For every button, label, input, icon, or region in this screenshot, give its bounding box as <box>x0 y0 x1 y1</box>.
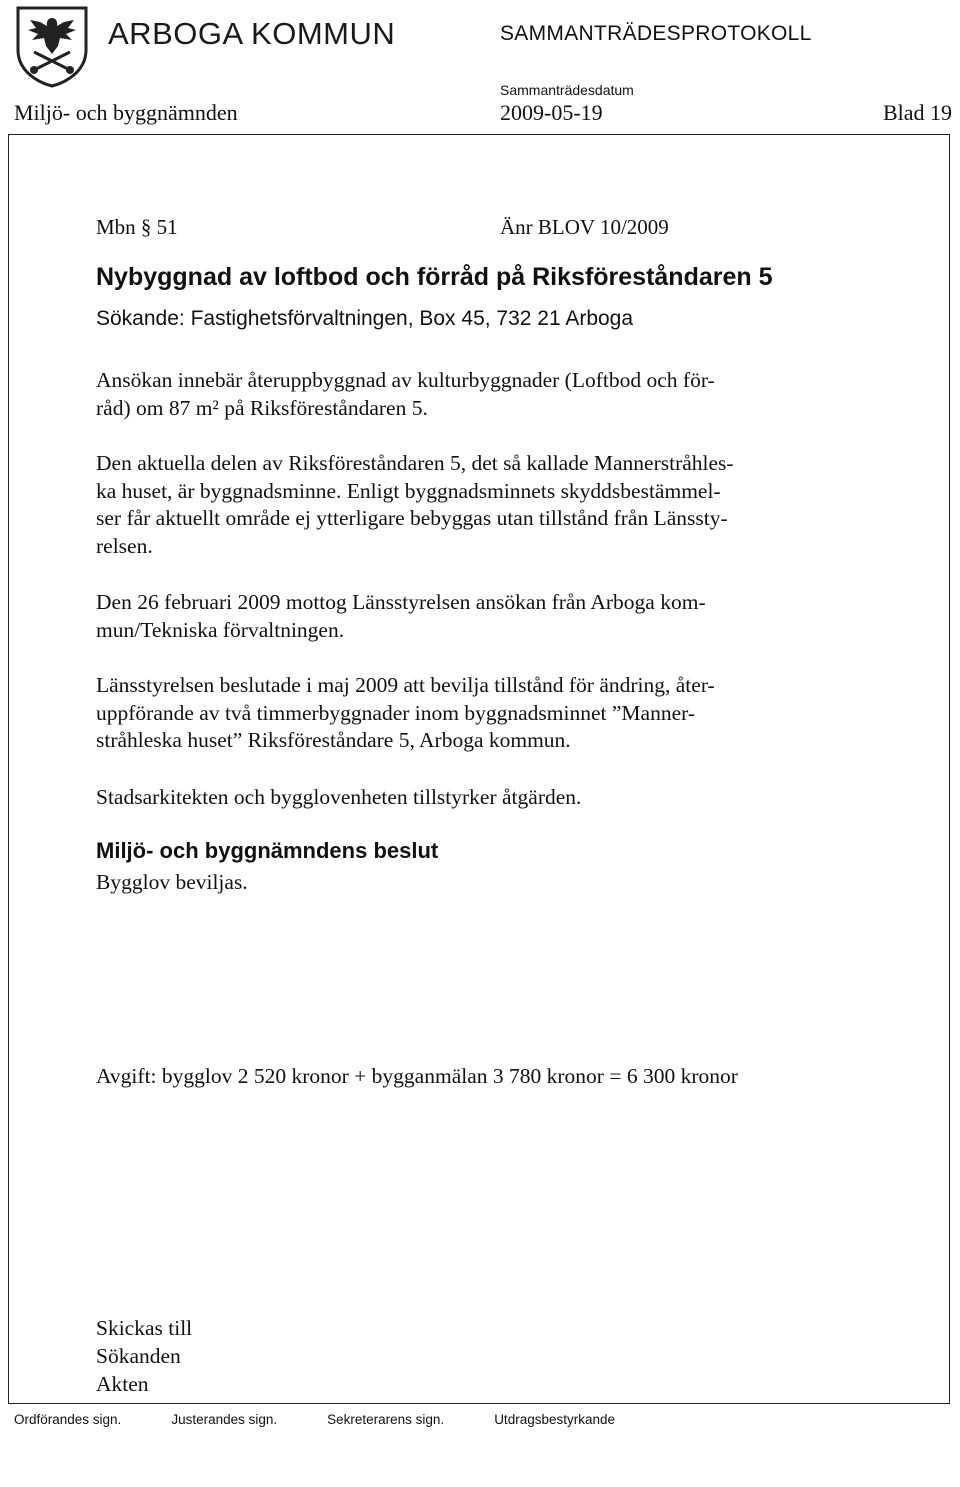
paragraph-line: ser får aktuellt område ej ytterligare bebyggas utan tillstånd från Länssty- <box>96 506 728 530</box>
paragraph-line: mun/Tekniska förvaltningen. <box>96 617 345 642</box>
paragraph-line: ka huset, är byggnadsminne. Enligt byggnadsminnets skyddsbestämmel- <box>96 478 721 503</box>
paragraph-line: Den aktuella delen av Riksföreståndaren 5, det så kallade Mannerstråhles- <box>96 451 734 475</box>
paragraph-recommendation <box>96 784 816 812</box>
page-title: Nybyggnad av loftbod och förråd på Riksföreståndaren 5 <box>96 263 773 291</box>
paragraph-county-decision <box>96 672 816 755</box>
secretary-signature-label: Sekreterarens sign. <box>327 1412 445 1427</box>
distribution-list <box>96 1314 192 1398</box>
paragraph-line: relsen. <box>96 533 153 558</box>
extract-certification-label: Utdragsbestyrkande <box>494 1412 616 1427</box>
paragraph-received <box>96 589 816 644</box>
applicant-line: Sökande: Fastighetsförvaltningen, Box 45, 732 21 Arboga <box>96 307 634 330</box>
paragraph-line: Länsstyrelsen beslutade i maj 2009 att bevilja tillstånd för ändring, åter- <box>96 673 715 697</box>
paragraph-line: uppförande av två timmerbyggnader inom byggnadsminnet ”Manner- <box>96 700 696 725</box>
distribution-item: Skickas till <box>96 1316 193 1340</box>
chair-signature-label: Ordförandes sign. <box>14 1412 122 1427</box>
case-number: Änr BLOV 10/2009 <box>500 215 669 239</box>
committee-name: Miljö- och byggnämnden <box>14 100 238 125</box>
meeting-date-label: Sammanträdesdatum <box>500 82 634 98</box>
paragraph-line: råd) om 87 m² på Riksföreståndaren 5. <box>96 395 428 420</box>
brand-name: ARBOGA KOMMUN <box>108 16 396 51</box>
case-paragraph: Mbn § 51 <box>96 215 178 239</box>
paragraph-line: Ansökan innebär återuppbyggnad av kulturbyggnader (Loftbod och för- <box>96 368 715 392</box>
sheet-number: Blad 19 <box>882 100 952 125</box>
distribution-item: Sökanden <box>96 1344 181 1368</box>
decision-heading: Miljö- och byggnämndens beslut <box>96 838 439 863</box>
paragraph-building-monument <box>96 450 816 560</box>
adjuster-signature-label: Justerandes sign. <box>171 1412 278 1427</box>
document-type: SAMMANTRÄDESPROTOKOLL <box>500 22 812 45</box>
paragraph-line: Stadsarkitekten och bygglovenheten tillstyrker åtgärden. <box>96 785 582 809</box>
paragraph-line: Den 26 februari 2009 mottog Länsstyrelsen ansökan från Arboga kom- <box>96 590 706 614</box>
signature-row <box>14 1412 665 1427</box>
paragraph-line: stråhleska huset” Riksföreståndare 5, Arboga kommun. <box>96 728 571 752</box>
meeting-date: 2009-05-19 <box>500 100 603 125</box>
distribution-item: Akten <box>96 1372 149 1396</box>
coat-of-arms-logo <box>16 6 88 88</box>
decision-text: Bygglov beviljas. <box>96 870 248 894</box>
fee-line: Avgift: bygglov 2 520 kronor + bygganmälan 3 780 kronor = 6 300 kronor <box>96 1064 738 1088</box>
paragraph-application <box>96 367 816 422</box>
